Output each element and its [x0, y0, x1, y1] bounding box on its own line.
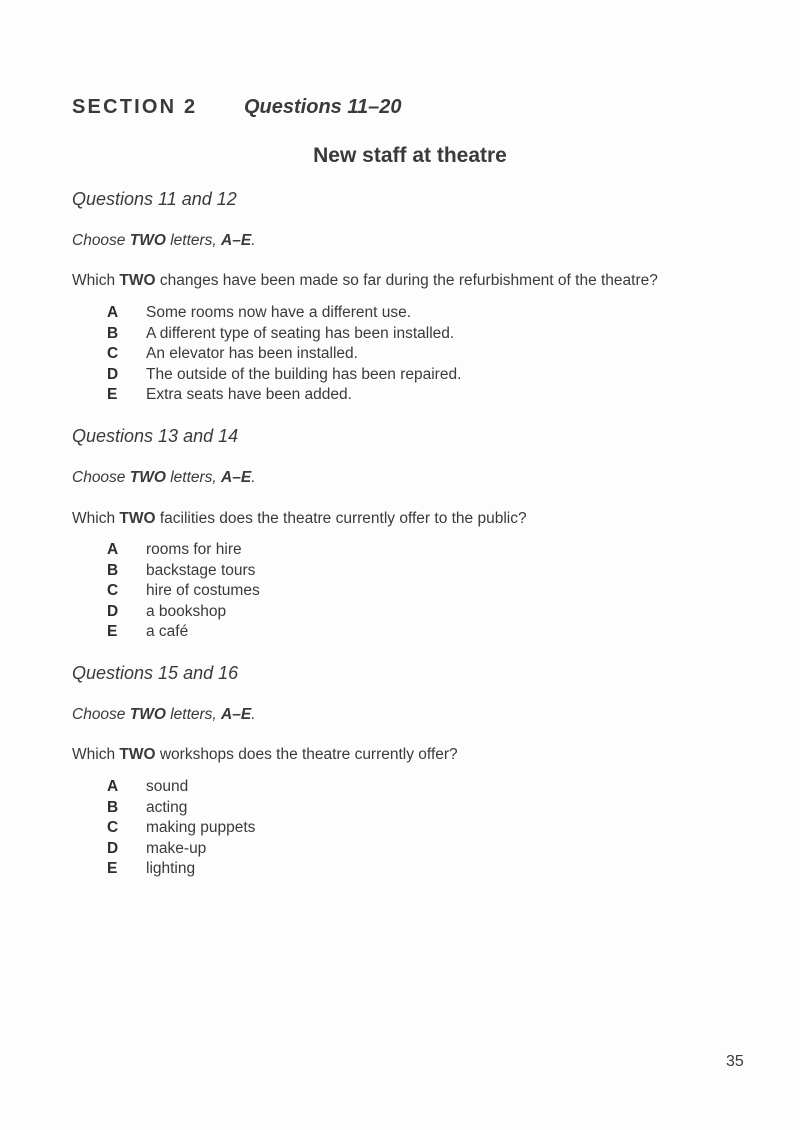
- question-range-heading: Questions 15 and 16: [72, 663, 239, 683]
- instruction: Choose TWO letters, A–E.: [72, 232, 256, 249]
- instruction: Choose TWO letters, A–E.: [72, 469, 256, 486]
- option-item: C hire of costumes: [107, 582, 260, 600]
- section-label: SECTION 2: [72, 96, 198, 118]
- option-item: D a bookshop: [107, 602, 227, 620]
- option-list: [107, 303, 461, 406]
- question-range-heading: Questions 11 and 12: [72, 189, 237, 209]
- question-text: Which TWO workshops does the theatre currently offer?: [72, 746, 458, 763]
- question-group-13-14: [72, 425, 772, 641]
- option-item: B acting: [107, 798, 188, 816]
- option-item: A rooms for hire: [107, 541, 242, 558]
- option-item: E a café: [107, 623, 189, 641]
- option-item: D make-up: [107, 839, 207, 857]
- section-heading: [72, 96, 402, 119]
- option-item: E Extra seats have been added.: [107, 386, 352, 404]
- option-item: C An elevator has been installed.: [107, 345, 358, 363]
- question-text: Which TWO changes have been made so far during the refurbishment of the theatre?: [72, 272, 658, 289]
- question-range-heading: Questions 13 and 14: [72, 426, 239, 446]
- option-item: B backstage tours: [107, 561, 256, 579]
- option-item: C making puppets: [107, 819, 256, 837]
- page-number: 35: [726, 1053, 744, 1070]
- option-item: A Some rooms now have a different use.: [107, 304, 412, 321]
- option-list: [107, 540, 260, 643]
- instruction: Choose TWO letters, A–E.: [72, 706, 256, 723]
- page-title: New staff at theatre: [313, 144, 507, 167]
- question-group-15-16: [72, 662, 772, 878]
- section-question-range: Questions 11–20: [244, 96, 402, 118]
- question-text: Which TWO facilities does the theatre currently offer to the public?: [72, 510, 527, 527]
- option-item: A sound: [107, 778, 189, 795]
- option-list: [107, 777, 255, 880]
- option-item: D The outside of the building has been repaired.: [107, 365, 462, 383]
- option-item: E lighting: [107, 860, 196, 878]
- question-group-11-12: [72, 188, 772, 404]
- option-item: B A different type of seating has been installed.: [107, 324, 455, 342]
